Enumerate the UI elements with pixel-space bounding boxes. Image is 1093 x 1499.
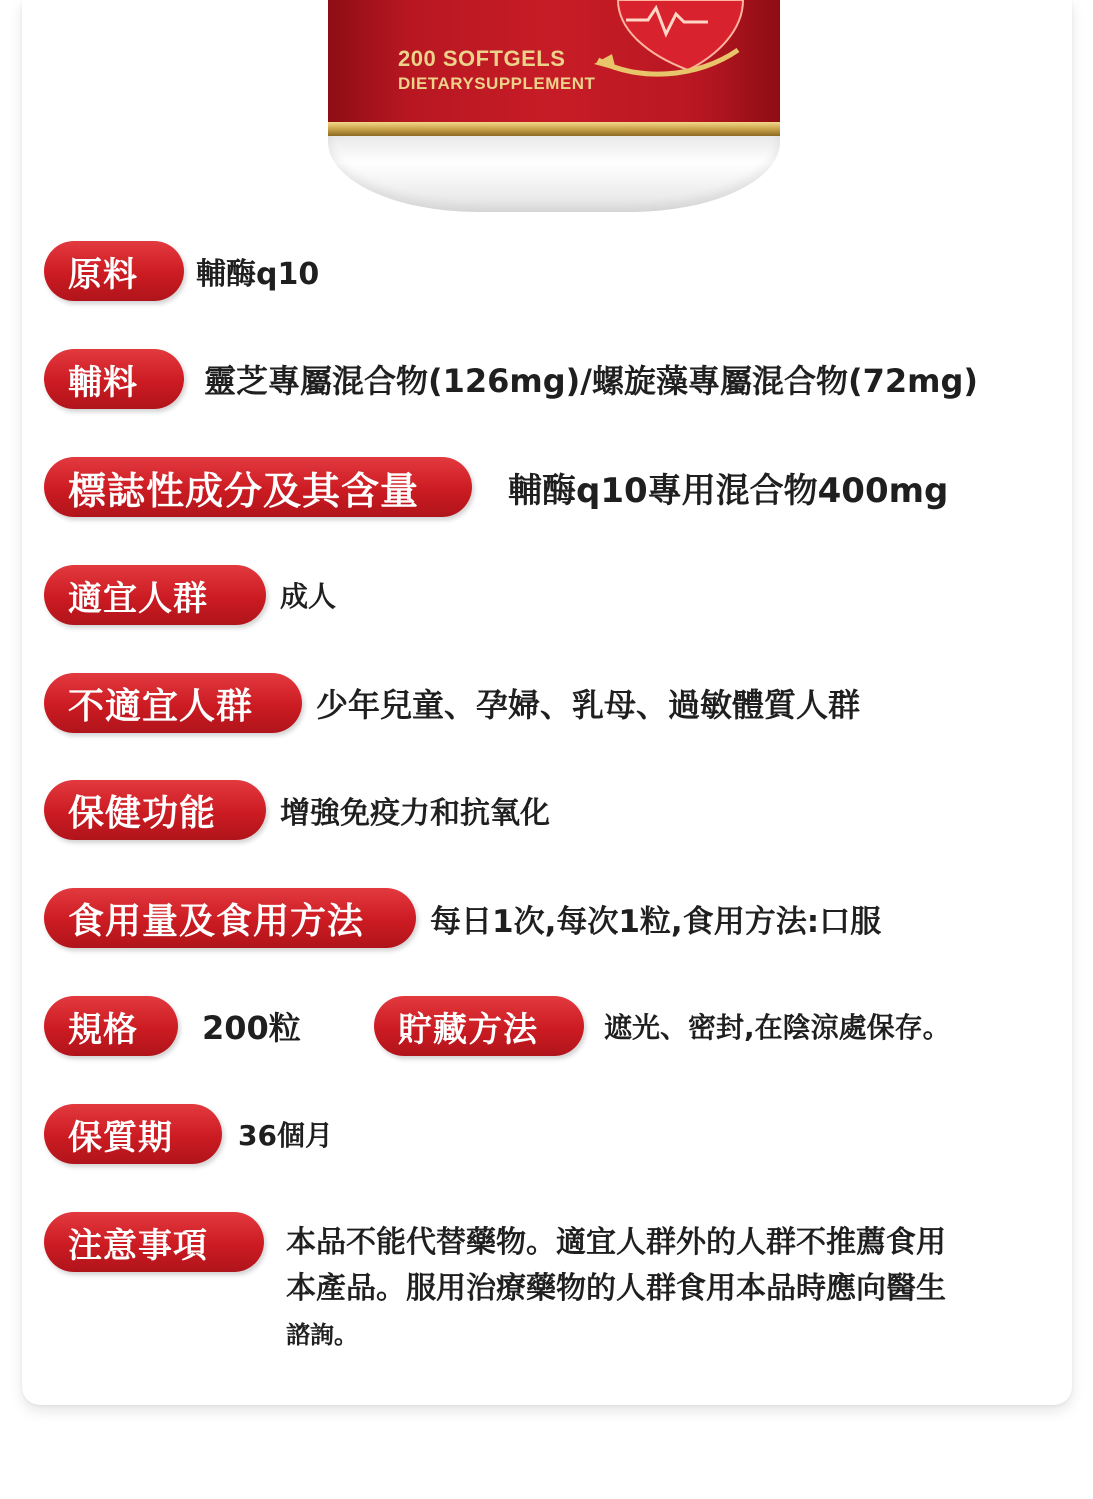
heart-pulse-icon [578, 0, 748, 82]
label-spec: 規格 [44, 996, 178, 1056]
value-dosage: 每日1次,每次1粒,食用方法:口服 [430, 903, 882, 940]
row-raw-material [44, 241, 319, 301]
row-unsuitable-people [44, 673, 860, 733]
label-suitable-people: 適宜人群 [44, 565, 266, 625]
value-unsuitable-people: 少年兒童、孕婦、乳母、過敏體質人群 [316, 686, 861, 724]
row-dosage [44, 888, 881, 948]
product-bottle-image [328, 0, 780, 212]
row-excipient [44, 349, 978, 409]
bottle-gold-band [328, 122, 780, 136]
label-health-function: 保健功能 [44, 780, 266, 840]
label-notice: 注意事項 [44, 1212, 264, 1272]
notice-line-1: 本品不能代替藥物。適宜人群外的人群不推薦食用 [286, 1225, 946, 1260]
label-storage: 貯藏方法 [374, 996, 584, 1056]
label-marker-ingredient: 標誌性成分及其含量 [44, 457, 472, 517]
value-raw-material: 輔酶q10 [196, 257, 320, 292]
label-unsuitable-people: 不適宜人群 [44, 673, 302, 733]
row-marker-ingredient [44, 457, 948, 517]
value-shelf-life: 36個月 [238, 1119, 333, 1152]
value-storage: 遮光、密封,在陰涼處保存。 [604, 1011, 951, 1044]
notice-line-2: 本產品。服用治療藥物的人群食用本品時應向醫生 [286, 1271, 946, 1306]
product-info-card [22, 0, 1072, 1405]
value-suitable-people: 成人 [280, 580, 337, 613]
label-dosage: 食用量及食用方法 [44, 888, 416, 948]
value-notice [286, 1220, 946, 1358]
row-shelf-life [44, 1104, 333, 1164]
value-excipient: 靈芝專屬混合物(126mg)/螺旋藻專屬混合物(72mg) [204, 362, 979, 400]
value-health-function: 增強免疫力和抗氧化 [280, 796, 550, 831]
label-shelf-life: 保質期 [44, 1104, 222, 1164]
bottle-base [328, 136, 780, 212]
notice-line-3: 諮詢。 [286, 1321, 358, 1349]
value-marker-ingredient: 輔酶q10專用混合物400mg [508, 470, 949, 511]
row-notice [44, 1212, 946, 1358]
bottle-softgels-text: 200 SOFTGELS [398, 46, 566, 71]
bottle-supplement-text: DIETARYSUPPLEMENT [398, 74, 596, 93]
label-raw-material: 原料 [44, 241, 184, 301]
label-excipient: 輔料 [44, 349, 184, 409]
row-spec-storage [44, 996, 951, 1056]
row-health-function [44, 780, 550, 840]
value-spec: 200粒 [202, 1009, 301, 1047]
row-suitable-people [44, 565, 336, 625]
